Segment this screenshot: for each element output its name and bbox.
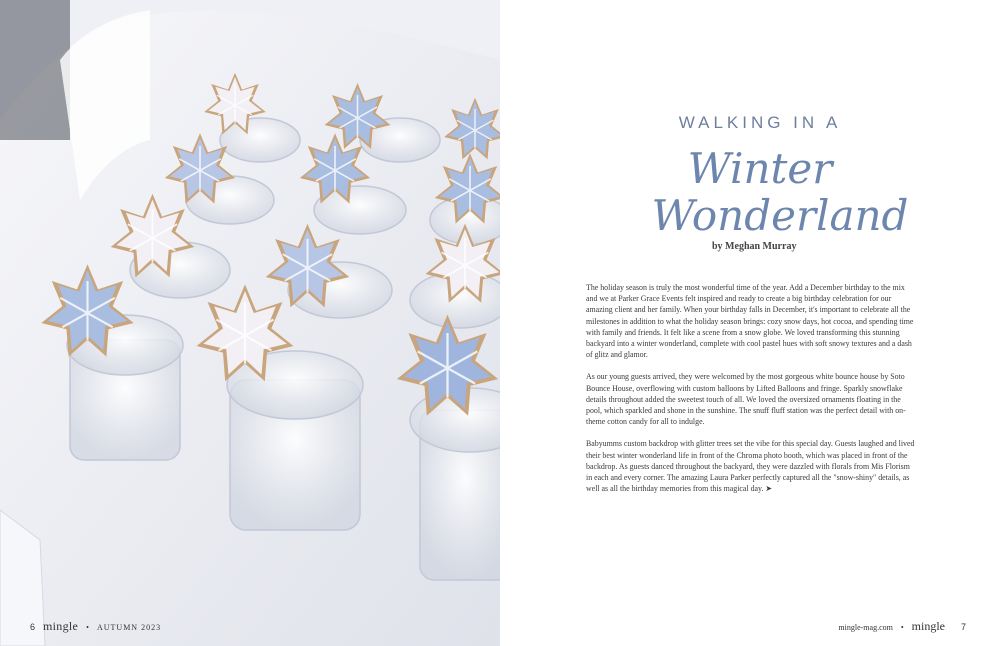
- article-kicker: WALKING IN A: [678, 113, 842, 132]
- footer-left: [30, 619, 161, 634]
- separator-right: •: [900, 623, 904, 632]
- article-byline: by Meghan Murray: [712, 241, 797, 252]
- article-title-line2: Wonderland: [651, 191, 909, 240]
- body-paragraph-2: As our young guests arrived, they were welcomed by the most gorgeous white bounce house by Soto Bounce House, overflowing with custom balloons by Lifted Balloons and fringe. Sparkly snowflake details throughout added the sweetest touch of all. We loved the oversized ornaments floating in the pool, which sparkled and shone in the sunshine. The snuff fluff station was the perfect detail with on-theme cotton candy for all to indulge.: [586, 372, 906, 427]
- magazine-name-left: mingle: [43, 619, 79, 633]
- article-title-line1: Winter: [687, 144, 833, 193]
- website-label: mingle-mag.com: [838, 623, 893, 632]
- page-number-left: 6: [30, 622, 36, 632]
- body-paragraph-1: The holiday season is truly the most wonderful time of the year. Add a December birthday to the mix and we at Parker Grace Events felt inspired and ready to create a big birthday celebration for our amazing client and her family. When your birthday falls in December, it's important to celebrate all the milestones in addition to what the holiday season brings: cozy snow days, hot cocoa, and spending time with family and friends. It felt like a scene from a snow globe. We loved transforming this stunning backyard into a winter wonderland, complete with cool pastel hues with soft snowy textures and a dash of glitz and glamor.: [586, 283, 914, 360]
- magazine-name-right: mingle: [911, 619, 945, 633]
- separator-left: •: [86, 623, 89, 632]
- article-body: [586, 282, 916, 505]
- footer-right: [838, 619, 966, 634]
- page-number-right: 7: [960, 622, 966, 632]
- issue-label: AUTUMN 2023: [96, 623, 162, 632]
- body-paragraph-3: Babyumms custom backdrop with glitter trees set the vibe for this special day. Guests laughed and lived their best winter wonderland life in front of the Chroma photo booth, which was placed in front of the backdrop. As guests danced throughout the backyard, they were dazzled with florals from Mis Florism in each and every corner. The amazing Laura Parker perfectly captured all the "snow-shiny" details, as well as all the birthday memories from this magical day. ➤: [586, 439, 915, 494]
